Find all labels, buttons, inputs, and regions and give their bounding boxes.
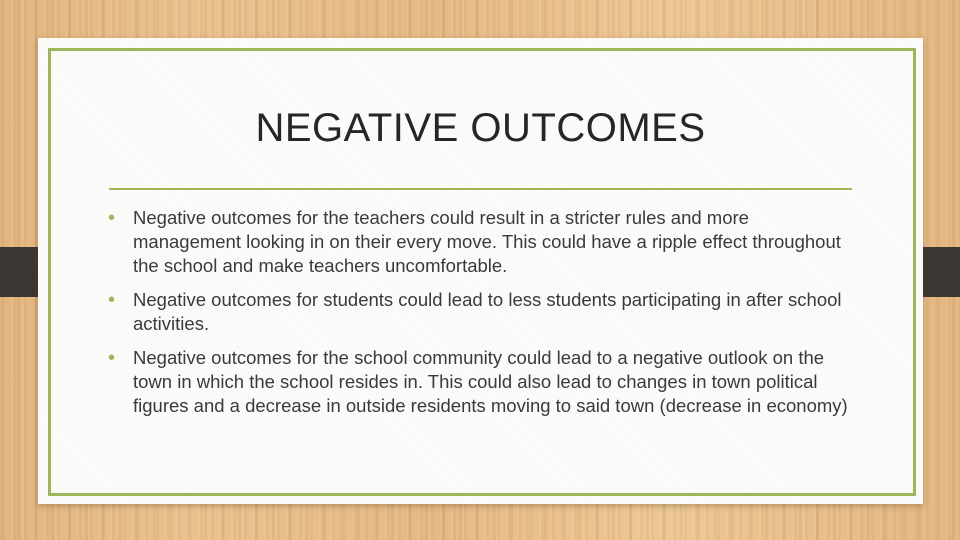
bullet-item-1 — [108, 206, 858, 278]
bullet-dot-icon: • — [108, 347, 116, 369]
bullet-item-3 — [108, 346, 858, 418]
bullet-dot-icon: • — [108, 207, 116, 229]
bullet-dot-icon: • — [108, 289, 116, 311]
bullet-list — [108, 206, 858, 428]
bullet-text: Negative outcomes for the teachers could result in a stricter rules and more management looking in on their every move. This could have a ripple effect throughout the school and make teachers uncomfortable. — [133, 207, 841, 276]
slide-title: NEGATIVE OUTCOMES — [255, 106, 706, 150]
bullet-text: Negative outcomes for students could lead to less students participating in after school activities. — [133, 289, 842, 334]
bullet-text: Negative outcomes for the school community could lead to a negative outlook on the town in which the school resides in. This could also lead to changes in town political figures and a decrease in outside residents moving to said town (decrease in economy) — [133, 347, 848, 416]
title-divider — [109, 188, 852, 190]
slide-paper — [38, 38, 923, 504]
bullet-item-2 — [108, 288, 858, 336]
